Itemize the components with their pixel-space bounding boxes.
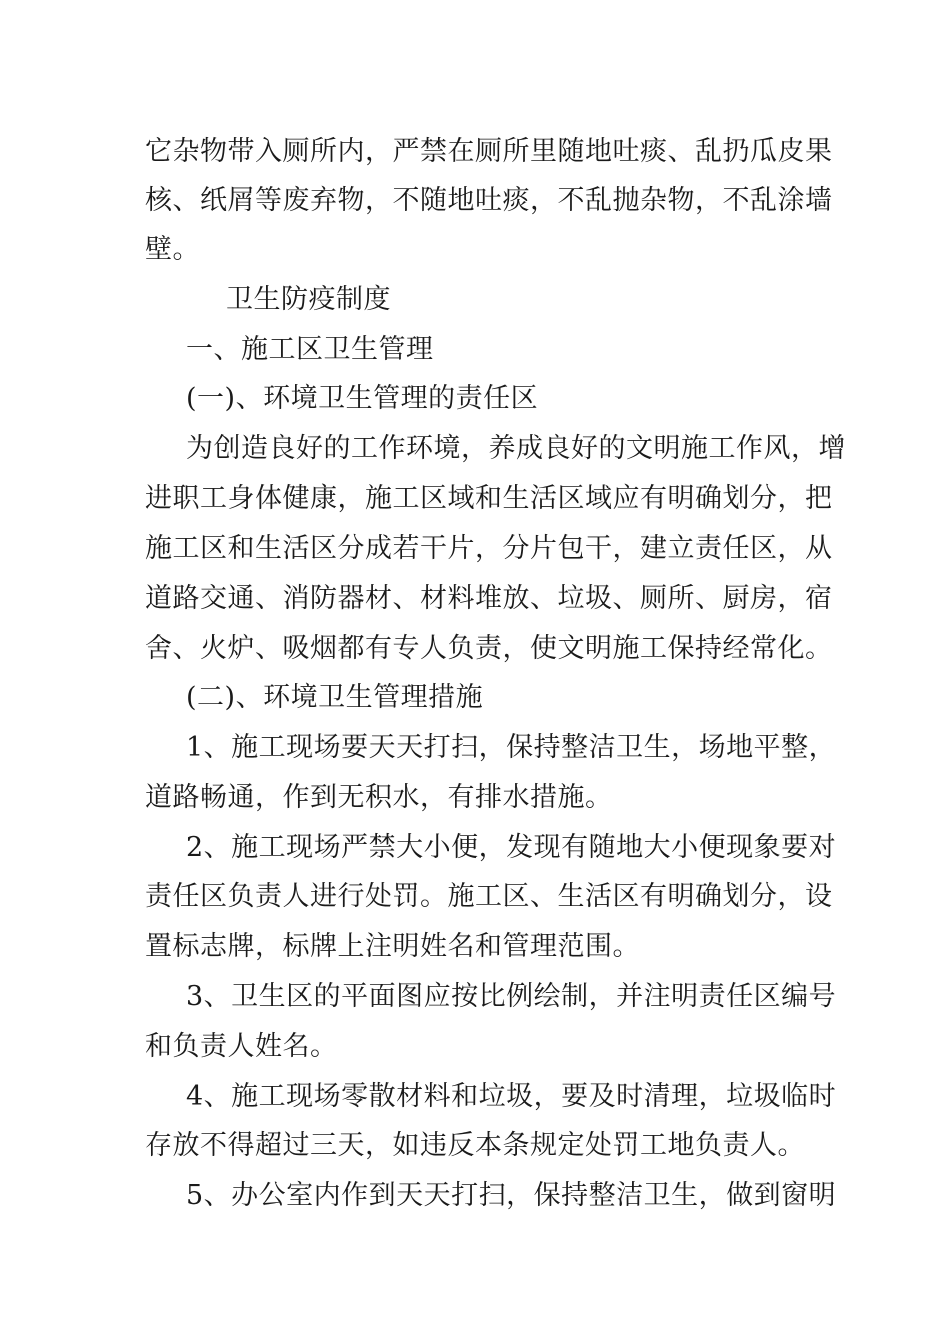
heading-1: 一、施工区卫生管理: [186, 334, 434, 365]
text-line: 它杂物带入厕所内，严禁在厕所里随地吐痰、乱扔瓜皮果: [145, 136, 833, 167]
heading-2: (二)、环境卫生管理措施: [186, 682, 484, 713]
text-line: 进职工身体健康，施工区域和生活区域应有明确划分，把: [145, 483, 833, 514]
list-item: 4、施工现场零散材料和垃圾，要及时清理，垃圾临时: [186, 1081, 837, 1112]
text-line: 置标志牌，标牌上注明姓名和管理范围。: [145, 931, 640, 962]
list-item: 1、施工现场要天天打扫，保持整洁卫生，场地平整，: [186, 732, 837, 763]
section-title: 卫生防疫制度: [226, 284, 391, 315]
text-line: 道路畅通，作到无积水，有排水措施。: [145, 782, 613, 813]
text-line: 为创造良好的工作环境，养成良好的文明施工作风，增: [186, 433, 846, 464]
text-line: 和负责人姓名。: [145, 1031, 338, 1062]
text-line: 核、纸屑等废弃物，不随地吐痰，不乱抛杂物，不乱涂墙: [145, 185, 833, 216]
text-line: 壁。: [145, 234, 200, 265]
list-item: 2、施工现场严禁大小便，发现有随地大小便现象要对: [186, 832, 837, 863]
text-line: 舍、火炉、吸烟都有专人负责，使文明施工保持经常化。: [145, 633, 833, 664]
text-line: 道路交通、消防器材、材料堆放、垃圾、厕所、厨房，宿: [145, 583, 833, 614]
heading-2: (一)、环境卫生管理的责任区: [186, 383, 539, 414]
list-item: 5、办公室内作到天天打扫，保持整洁卫生，做到窗明: [186, 1180, 837, 1211]
text-line: 施工区和生活区分成若干片，分片包干，建立责任区，从: [145, 533, 833, 564]
text-line: 责任区负责人进行处罚。施工区、生活区有明确划分，设: [145, 881, 833, 912]
text-line: 存放不得超过三天，如违反本条规定处罚工地负责人。: [145, 1130, 805, 1161]
list-item: 3、卫生区的平面图应按比例绘制，并注明责任区编号: [186, 981, 837, 1012]
